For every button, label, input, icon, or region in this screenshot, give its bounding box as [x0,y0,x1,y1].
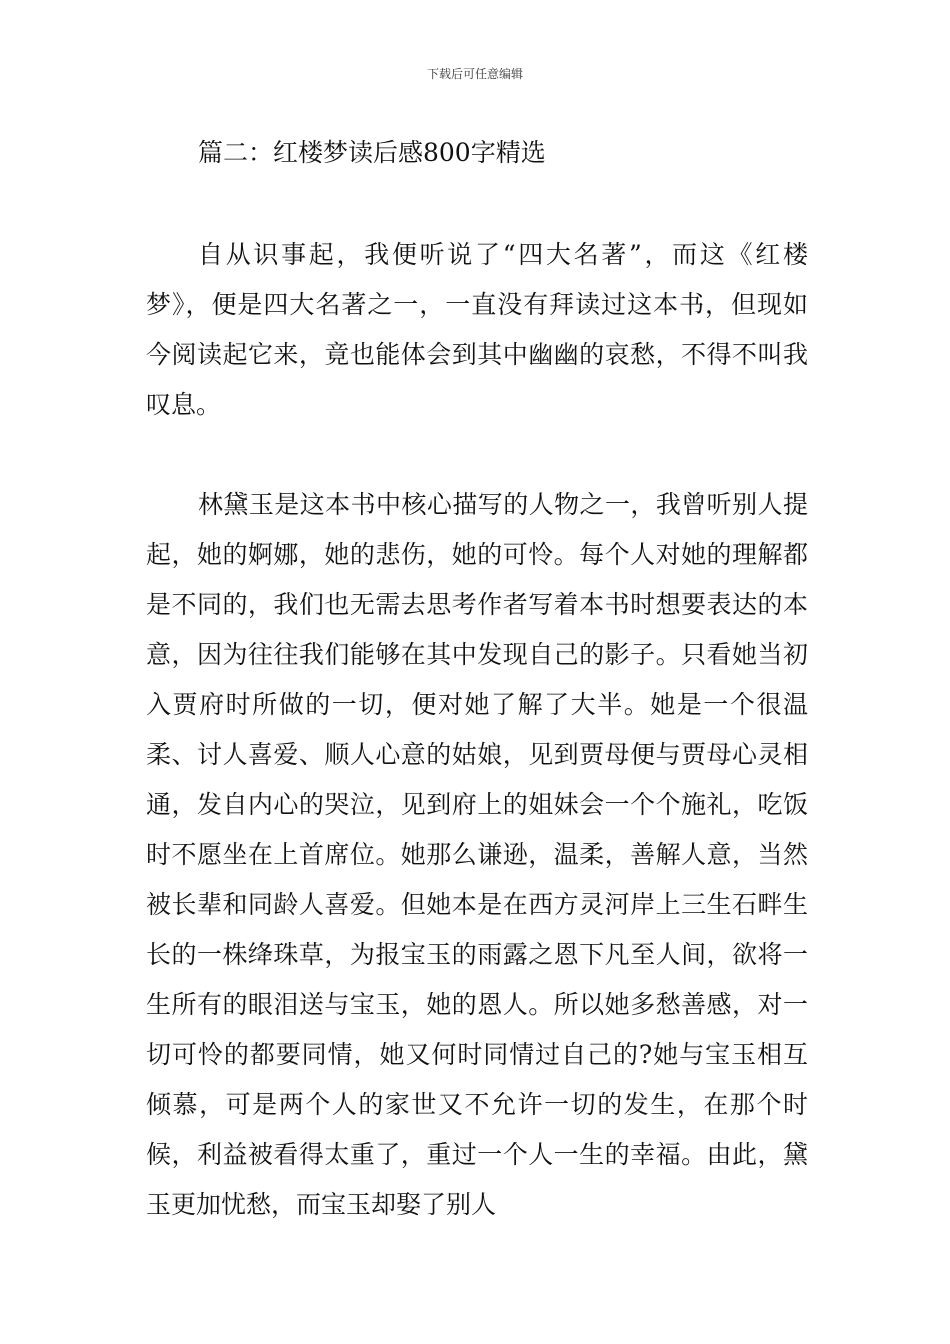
header-note: 下载后可任意编辑 [426,67,523,81]
paragraph-gap [146,178,808,230]
paragraph-2: 林黛玉是这本书中核心描写的人物之一，我曾听别人提起，她的婀娜，她的悲伤，她的可怜。每个人对她的理解都是不同的，我们也无需去思考作者写着本书时想要表达的本意，因为往往我们能够在其中发现自己的影子。只看她当初入贾府时所做的一切，便对她了解了大半。她是一个很温柔、讨人喜爱、顺人心意的姑娘，见到贾母便与贾母心灵相通，发自内心的哭泣，见到府上的姐妹会一个个施礼，吃饭时不愿坐在上首席位。她那么谦逊，温柔，善解人意，当然被长辈和同龄人喜爱。但她本是在西方灵河岸上三生石畔生长的一株绛珠草，为报宝玉的雨露之恩下凡至人间，欲将一生所有的眼泪送与宝玉，她的恩人。所以她多愁善感，对一切可怜的都要同情，她又何时同情过自己的?她与宝玉相互倾慕，可是两个人的家世又不允许一切的发生，在那个时候，利益被看得太重了，重过一个人一生的幸福。由此，黛玉更加忧愁，而宝玉却娶了别人 [146,490,808,1219]
paragraph-gap [146,430,808,480]
document-body [146,128,808,1230]
document-title: 篇二：红楼梦读后感800字精选 [198,138,546,167]
paragraph-1: 自从识事起，我便听说了“四大名著”，而这《红楼梦》，便是四大名著之一，一直没有拜读过这本书，但现如今阅读起它来，竟也能体会到其中幽幽的哀愁，不得不叫我叹息。 [146,240,808,419]
